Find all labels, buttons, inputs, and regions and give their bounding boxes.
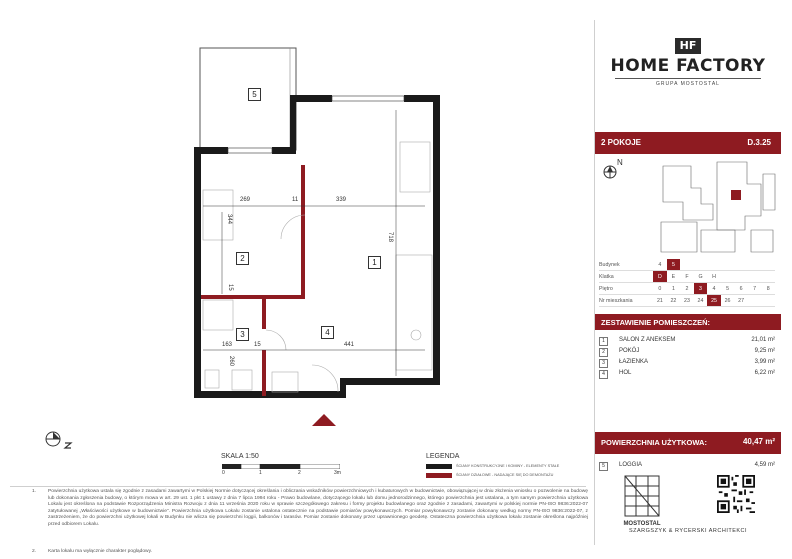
info-panel [594, 20, 781, 545]
dimension-label: 269 [240, 197, 251, 203]
room-number-4: 4 [321, 326, 334, 339]
table-cell-label: Klatka [599, 271, 653, 283]
brand-subtitle: GRUPA MOSTOSTAL [656, 81, 720, 87]
room-name: HOL [619, 370, 632, 376]
list-item [599, 358, 777, 369]
architects-credit: SZARGSZYK & RYCERSKI ARCHITEKCI [628, 528, 748, 534]
site-plan-diagram [657, 160, 777, 256]
note-number: 2. [32, 549, 37, 554]
mostostal-logo [619, 472, 665, 530]
brand-logo [595, 20, 781, 110]
room-area: 4,59 m² [754, 462, 775, 468]
legend-title: LEGENDA [426, 453, 460, 460]
scale-tick: 3m [334, 470, 341, 476]
scale-tick: 2 [298, 470, 301, 476]
legend-text: ŚCIANY KONSTRUKCYJNE I KOMINY - ELEMENTY STAŁE [456, 464, 560, 468]
compass-label: N [617, 158, 623, 167]
mostostal-logo-text: MOSTOSTAL [623, 521, 661, 527]
list-item [599, 336, 777, 347]
scale-ticks [222, 470, 352, 478]
table-cell: 21 [653, 295, 667, 307]
structural-walls [194, 95, 440, 398]
table-cell: F [680, 271, 694, 283]
room-number-2: 2 [236, 252, 249, 265]
loggia-row [599, 461, 777, 472]
room-area: 3,99 m² [754, 359, 775, 365]
list-item [599, 461, 777, 472]
table-cell: 24 [694, 295, 708, 307]
dimension-label: 441 [344, 342, 355, 348]
table-cell: 22 [667, 295, 681, 307]
notes-section [10, 486, 586, 556]
north-arrow-icon [44, 428, 74, 450]
table-row [599, 295, 775, 307]
table-cell: 26 [721, 295, 735, 307]
partition-walls [201, 165, 305, 396]
room-number: 3 [599, 359, 608, 368]
legend-swatch [426, 464, 452, 469]
windows [228, 96, 404, 153]
total-area-value: 40,47 m² [742, 437, 775, 446]
table-cell: 2 [680, 283, 694, 295]
brand-monogram: HF [675, 38, 701, 54]
table-cell-highlight: 5 [667, 259, 681, 271]
scale-bar [222, 464, 340, 469]
dimension-label: 163 [222, 342, 233, 348]
table-cell: 4 [707, 283, 721, 295]
room-number: 1 [599, 337, 608, 346]
room-number-5: 5 [248, 88, 261, 101]
room-number-1: 1 [368, 256, 381, 269]
table-cell-highlight: 3 [694, 283, 708, 295]
note-text: Karta lokalu ma wyłącznie charakter poglądowy. [48, 549, 153, 554]
legend-item [426, 472, 586, 480]
room-number-3: 3 [236, 328, 249, 341]
compass-icon [603, 165, 617, 179]
room-area: 6,22 m² [754, 370, 775, 376]
table-row [599, 283, 775, 295]
list-item [599, 369, 777, 380]
table-cell: 6 [734, 283, 748, 295]
dimension-label: 260 [228, 356, 234, 367]
legend-text: ŚCIANY DZIAŁOWE - NADAJĄCE SIĘ DO DEMONTAŻU [456, 473, 554, 477]
table-cell: H [707, 271, 721, 283]
dimension-label: 11 [292, 197, 299, 203]
table-cell: 27 [734, 295, 748, 307]
rooms-header-label: ZESTAWIENIE POMIESZCZEŃ: [601, 318, 711, 327]
table-cell-label: Nr mieszkania [599, 295, 653, 307]
logo-rule [615, 78, 761, 79]
scale-title: SKALA 1:50 [221, 453, 259, 460]
table-cell-label: Piętro [599, 283, 653, 295]
qr-code [717, 475, 755, 513]
location-table [599, 259, 775, 307]
rooms-header [595, 314, 781, 330]
legend-item [426, 463, 586, 471]
room-name: LOGGIA [619, 462, 643, 468]
list-item [599, 347, 777, 358]
table-cell-highlight: D [653, 271, 667, 283]
table-cell: 23 [680, 295, 694, 307]
room-name: SALON Z ANEKSEM [619, 337, 676, 343]
note-number: 1. [32, 489, 37, 494]
dimension-label: 15 [227, 284, 233, 291]
legend-swatch [426, 473, 452, 478]
table-row [599, 271, 775, 283]
table-cell: 7 [748, 283, 762, 295]
table-cell: 0 [653, 283, 667, 295]
room-number: 4 [599, 370, 608, 379]
table-cell-highlight: 25 [707, 295, 721, 307]
entrance-marker [312, 414, 336, 426]
scale-tick: 1 [259, 470, 262, 476]
table-cell: 8 [761, 283, 775, 295]
dimension-label: 15 [254, 342, 261, 348]
dimension-label: 718 [387, 232, 393, 243]
table-cell: E [667, 271, 681, 283]
room-number: 2 [599, 348, 608, 357]
table-cell-label: Budynek [599, 259, 653, 271]
room-area: 21,01 m² [751, 337, 775, 343]
fixtures [203, 142, 432, 392]
table-cell: 1 [667, 283, 681, 295]
note-text: Powierzchnia użytkowa ustala się zgodnie z zasadami zawartymi w Polskiej Normie dotyczącej określania i obliczania wskaźników powierzchniowych i kubaturowych w budownictwie, obowiązującej w dniu złożenia wniosku o pozwolenie na budowę lub dokonania zgłoszenia budowy, o którym mowa w art. 29 ust. 1 pkt 1 ustawy z dnia 7 lipca 1994 roku - Prawo budowlane, dotyczącego lokalu lub domu jednorodzinnego, którego powierzchnia jest ustalana, a tym samym powierzchnia użytkowa Lokalu jest określona na podstawie Rozporządzenia Ministra Rozwoju z dnia 11 września 2020 roku w sprawie szczegółowego zakresu i formy projektu budowlanego oraz zgodnie z zasadami, zawartymi w polskiej normie PN-ISO 9836:2022-07 zatytułowanej „Właściwości użytkowe w budownictwie”. Powierzchnia użytkowa Lokalu zostanie ustalona ostatecznie na podstawie pomiarów powykonawczych. Pomiar powykonawczy zostanie dokonany według normy PN-ISO 9836:2022-07, z zastrzeżeniem, że do powierzchni użytkowej lokali w Budynku nie wlicza się powierzchni loggii, balkonów i tarasów. Pomiar zostanie dokonany przez uprawnionego geodetę. Ostateczna powierzchnia użytkowa lokalu zostanie określona najpóźniej przed odbiorem Lokalu. [48, 489, 588, 527]
room-area: 9,25 m² [754, 348, 775, 354]
table-cell: 5 [721, 283, 735, 295]
rooms-list [599, 336, 777, 380]
room-name: POKÓJ [619, 348, 640, 354]
table-cell: 4 [653, 259, 667, 271]
room-name: ŁAZIENKA [619, 359, 649, 365]
unit-code: D.3.25 [747, 138, 771, 147]
table-cell: G [694, 271, 708, 283]
dimension-label: 339 [336, 197, 347, 203]
total-area-header [595, 432, 781, 454]
unit-type: 2 POKOJE [601, 138, 642, 147]
dimension-label: 344 [226, 214, 232, 225]
total-area-label: POWIERZCHNIA UŻYTKOWA: [601, 438, 707, 447]
unit-header [595, 132, 781, 154]
brand-name: HOME FACTORY [610, 56, 766, 76]
scale-tick: 0 [222, 470, 225, 476]
table-row [599, 259, 775, 271]
unit-highlight [731, 190, 741, 200]
room-number: 5 [599, 462, 608, 471]
